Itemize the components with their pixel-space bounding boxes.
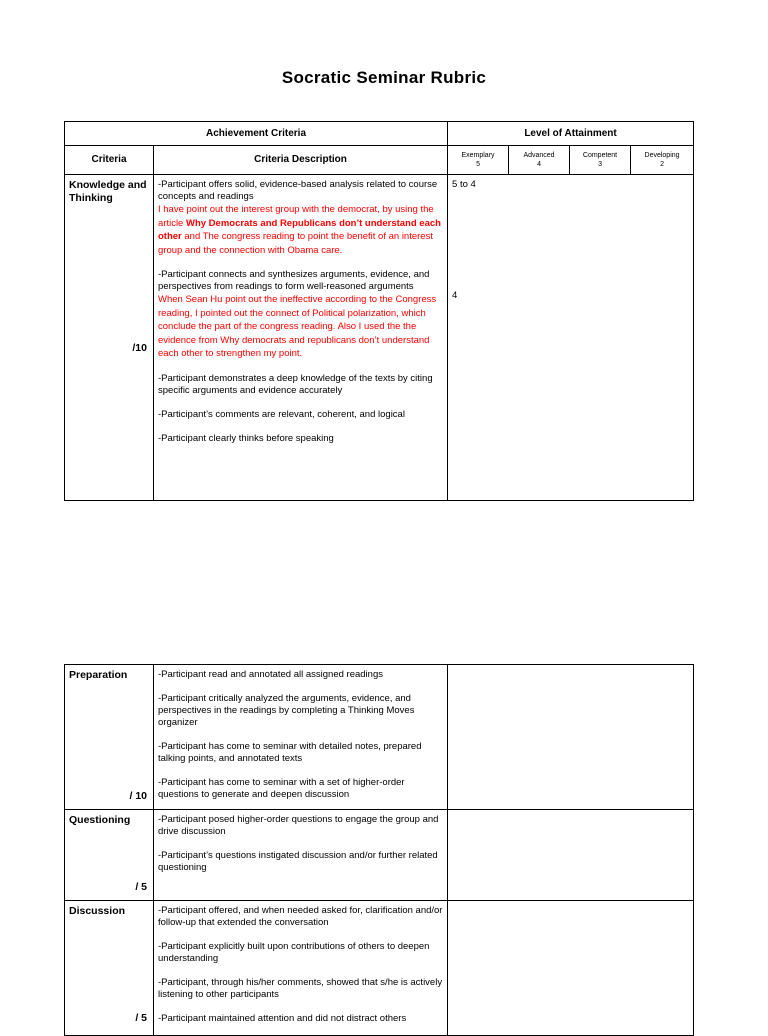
attainment-value: 5 to 4 <box>452 179 476 190</box>
score-knowledge: /10 <box>132 342 147 354</box>
criterion-item: -Participant clearly thinks before speaking <box>158 432 334 444</box>
discussion-description <box>154 901 448 1036</box>
criteria-preparation <box>65 665 154 810</box>
criterion-item: -Participant’s questions instigated discussion and/or further related questioning <box>158 850 438 873</box>
criterion-item: -Participant posed higher-order questions to engage the group and drive discussion <box>158 814 439 837</box>
questioning-description <box>154 810 448 901</box>
preparation-attainment <box>448 665 694 810</box>
criteria-label: Questioning <box>69 814 131 826</box>
criterion-item: -Participant has come to seminar with detailed notes, prepared talking points, and annotated texts <box>158 741 422 764</box>
criterion-item: -Participant explicitly built upon contributions of others to deepen understanding <box>158 941 430 964</box>
criteria-questioning <box>65 810 154 901</box>
criterion-item: -Participant demonstrates a deep knowledge of the texts by citing specific arguments and evidence accurately <box>158 372 433 396</box>
student-note: I have point out the interest group with the democrat, by using the article Why Democrats and Republicans don’t understand each other and The congress reading to point the benefit of an interest group and the connection with Obama care. <box>158 204 441 256</box>
criteria-label: Knowledge and Thinking <box>69 179 147 204</box>
criteria-label: Discussion <box>69 905 126 917</box>
preparation-description <box>154 665 448 810</box>
knowledge-description <box>154 175 448 501</box>
rubric-table-top <box>64 121 694 501</box>
criterion-item: -Participant, through his/her comments, showed that s/he is actively listening to other participants <box>158 977 443 1000</box>
student-note: When Sean Hu point out the ineffective according to the Congress reading, I pointed out the connect of Political polarization, which conclude the part of the congress reading. Also I used the the evidence from Why democrats and republicans don’t understand each other to strengthen my point. <box>158 294 437 359</box>
criterion-item: -Participant read and annotated all assigned readings <box>158 669 383 680</box>
questioning-attainment <box>448 810 694 901</box>
rubric-table-bottom <box>64 664 694 1036</box>
level-exemplary: Exemplary 5 <box>448 146 509 175</box>
criterion-item: -Participant offered, and when needed asked for, clarification and/or follow-up that extended the conversation <box>158 905 443 928</box>
achievement-criteria-header: Achievement Criteria <box>65 122 448 146</box>
criteria-header: Criteria <box>65 146 154 175</box>
criterion-item: -Participant has come to seminar with a set of higher-order questions to generate and deepen discussion <box>158 777 405 800</box>
score-questioning: / 5 <box>135 881 147 893</box>
page-title: Socratic Seminar Rubric <box>281 68 487 87</box>
criteria-discussion <box>65 901 154 1036</box>
criteria-description-header: Criteria Description <box>154 146 448 175</box>
criterion-item: -Participant connects and synthesizes arguments, evidence, and perspectives from readings to form well-reasoned arguments <box>158 269 430 292</box>
level-developing: Developing 2 <box>631 146 694 175</box>
score-preparation: / 10 <box>129 790 147 802</box>
criteria-knowledge-and-thinking <box>65 175 154 501</box>
level-competent: Competent 3 <box>570 146 631 175</box>
attainment-value: 4 <box>452 290 458 301</box>
score-discussion: / 5 <box>135 1012 147 1024</box>
criterion-item: -Participant’s comments are relevant, coherent, and logical <box>158 408 405 420</box>
knowledge-attainment <box>448 175 694 501</box>
criterion-item: -Participant offers solid, evidence-based analysis related to course concepts and readings <box>158 179 438 202</box>
discussion-attainment <box>448 901 694 1036</box>
level-of-attainment-header: Level of Attainment <box>448 122 694 146</box>
level-advanced: Advanced 4 <box>509 146 570 175</box>
criteria-label: Preparation <box>69 669 128 681</box>
criterion-item: -Participant maintained attention and did not distract others <box>158 1013 407 1024</box>
criterion-item: -Participant critically analyzed the arguments, evidence, and perspectives in the readings by completing a Thinking Moves organizer <box>158 693 415 728</box>
